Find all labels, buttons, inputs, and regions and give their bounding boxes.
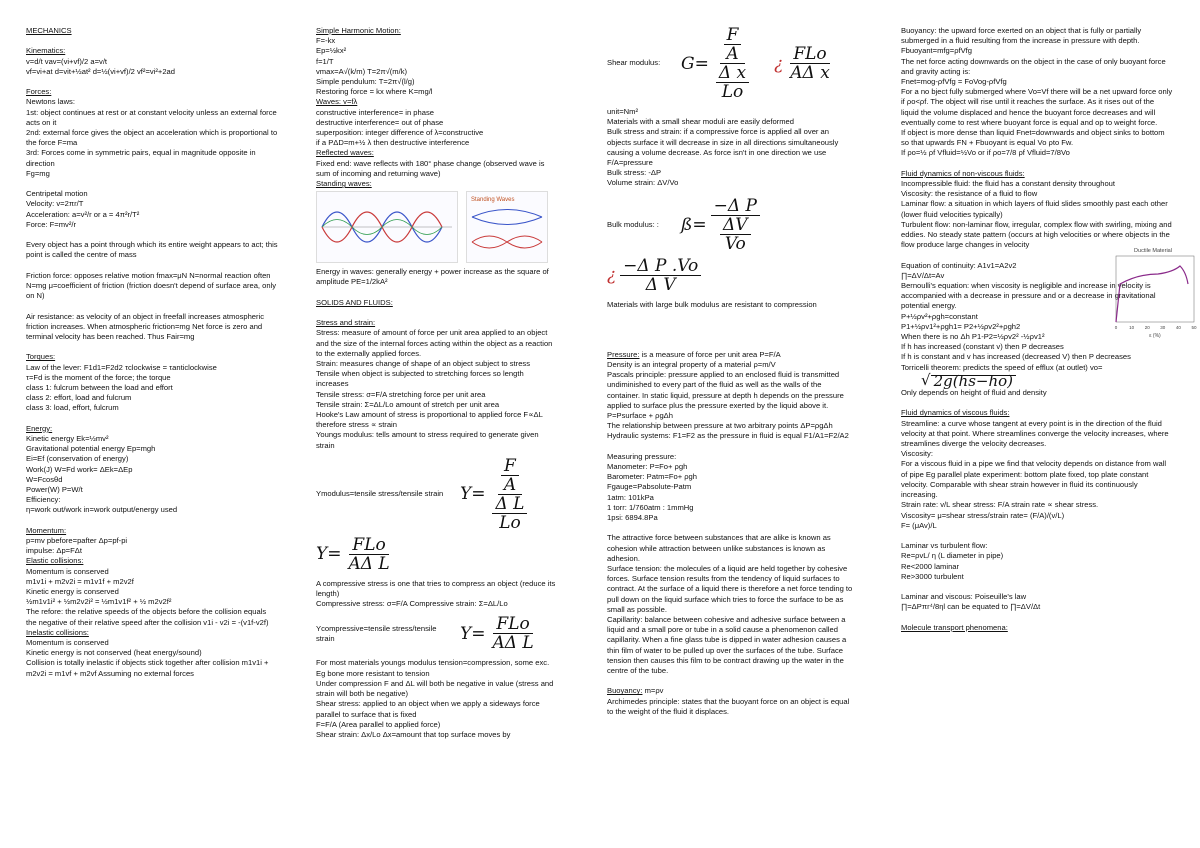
column-mechanics	[26, 26, 278, 679]
column-moduli-pressure	[607, 26, 853, 717]
text-line: Density is an integral property of a material ρ=m/V	[607, 360, 776, 370]
text-line: constructive interference= in phase	[316, 107, 434, 117]
text-line: Every object has a point through which its entire weight appears to act; this point is called the centre of mass	[26, 240, 278, 260]
text-line: Force: F=mv²/r	[26, 219, 76, 229]
text-line: superposition: integer difference of λ=constructive	[316, 128, 484, 138]
blank-line	[26, 414, 278, 424]
text-line: Pascals principle: pressure applied to an enclosed fluid is transmitted undiminished to every part of the fluid as well as the walls of the container. In static liquid, pressure at depth h depends on the pressure applied to surface plus the pressure exerted by the liquid above it. P=Psurface + ρgΔh	[607, 370, 844, 421]
text-line: The relationship between pressure at two arbitrary points ΔP=ρgΔh	[607, 421, 833, 431]
text-line: 1psi: 6894.8Pa	[607, 513, 658, 523]
text-line: Gravitational potential energy Ep=mgh	[26, 444, 156, 454]
blank-line	[26, 77, 278, 87]
solids-block	[316, 267, 556, 451]
text-line: The attractive force between substances that are alike is known as cohesion while attraction between unlike substances is known as adhesion.	[607, 533, 831, 563]
section-heading: SOLIDS AND FLUIDS:	[316, 297, 393, 307]
text-line: f=1/T	[316, 56, 334, 66]
section-heading: Forces:	[26, 87, 52, 97]
blank-line	[607, 442, 853, 452]
shear-block	[316, 658, 556, 740]
chart-x-tick: 20	[1144, 325, 1150, 330]
chart-x-tick: 0	[1114, 325, 1118, 330]
standing-waves-figures	[316, 191, 556, 261]
column-shm-solids	[316, 26, 556, 740]
text-line: The net force acting downwards on the object in the case of only buoyant force and gravity acting is:	[901, 56, 1166, 76]
text-line: Strain rate: v/L shear stress: F/A strain rate ∝ shear stress.	[901, 500, 1099, 510]
chart-x-label: ε (%)	[1149, 333, 1161, 339]
text-line: If h is constant and v has increased (decreased V) then P decreases	[901, 352, 1131, 362]
text-line: Bulk stress and strain: if a compressive force is applied all over an objects surface it will decrease in size in all directions simultaneously causing a volume decrease. As force isn't in one direction we use F/A=pressure	[607, 127, 839, 168]
text-line: Laminar flow: a situation in which layers of fluid slides smoothly past each other (lower fluid velocities typically)	[901, 199, 1168, 219]
text-line: Torricelli theorem: predicts the speed of efflux (at outlet) vo=	[901, 362, 1103, 372]
torricelli-formula: √ 2g(hs−ho)	[921, 375, 1173, 386]
text-line: η=work out/work in=work output/energy used	[26, 505, 178, 515]
standing-wave-diagram	[316, 191, 458, 263]
text-line: Kinetic energy is not conserved (heat energy/sound)	[26, 648, 202, 658]
text-line: Bulk stress: -ΔP	[607, 168, 662, 178]
text-line: Efficiency:	[26, 495, 61, 505]
ductile-material-chart	[1108, 244, 1198, 340]
blank-line	[26, 36, 278, 46]
text-line: Buoyancy: m=ρv	[607, 686, 664, 696]
shear-bulk-block	[607, 107, 853, 189]
text-line: W=Fcosθd	[26, 474, 63, 484]
text-line: Capillarity: balance between cohesive and adhesive surface between a liquid and a small pore or tube in a solid cause a phenomenon called capillarity. When a fine glass tube is dipped in water adhesion causes a thin film of water to be pulled up over the surfaces of the tube. Surface tension then causes this film to be contract drawing up the water in the centre of the tube.	[607, 615, 847, 676]
text-line: vmax=A√(k/m) T=2π√(m/k)	[316, 66, 408, 76]
chart-x-tick: 10	[1129, 325, 1135, 330]
shear-modulus-label: Shear modulus:	[607, 58, 661, 68]
text-line: Friction force: opposes relative motion fmax=μN N=normal reaction often N=mg μ=coefficient of friction (friction doesn't depend of surface area, only on N)	[26, 270, 277, 301]
text-line: Manometer: P=Fo+ ρgh	[607, 462, 688, 472]
text-line: v=d/t vav=(vi+vf)/2 a=v/t	[26, 56, 108, 66]
section-heading: Fluid dynamics of non-viscous fluids:	[901, 168, 1025, 178]
blank-line	[901, 398, 1173, 408]
pressure-block	[607, 350, 853, 717]
compressive-modulus-formula: Ycompressive=tensile stress/tensile strain Y= $\frac{\text{FLo}}{\text{AΔ L}}$	[316, 614, 534, 654]
inline-heading: Buoyancy:	[607, 686, 643, 696]
text-line: Newtons laws:	[26, 97, 75, 107]
text-line: Collision is totally inelastic if objects stick together after collision m1v1i + m2v2i = m1vf + m2vf Assuming no external forces	[26, 658, 269, 678]
text-line: Stress: measure of amount of force per unit area applied to an object and the size of the internal forces acting within the object as a reaction to the externally applied forces.	[316, 328, 553, 358]
text-line: P1+½ρv1²+ρgh1= P2+½ρv2²+ρgh2	[901, 321, 1021, 331]
text-line: Energy in waves: generally energy + power increase as the square of amplitude PE=1/2kA²	[316, 267, 549, 287]
text-line: Acceleration: a=v²/r or a = 4π²r/T²	[26, 209, 140, 219]
section-heading: Simple Harmonic Motion:	[316, 26, 401, 35]
text-line: ∏=ΔV/Δt=Av	[901, 270, 945, 280]
text-line: Ei=Ef (conservation of energy)	[26, 454, 129, 464]
text-line: Simple pendulum: T=2π√(l/g)	[316, 77, 415, 87]
text-line: Hooke's Law amount of stress is proportional to applied force F∝ΔL therefore stress ∝ strain	[316, 410, 543, 430]
blank-line	[26, 179, 278, 189]
text-line: F=F/A (Area parallel to applied force)	[316, 719, 441, 729]
text-line: If object is more dense than liquid Fnet=downwards and object sinks to bottom so that upwards FN + Fbuoyant is equal Vo ρto Fw.	[901, 128, 1165, 148]
text-line: Bernoulli's equation: when viscosity is negligible and increase in velocity is accompanied with a decrease in pressure and or a decrease in gravitational potential energy.	[901, 281, 1156, 311]
text-line: For a no bject fully submerged where Vo=Vf there will be a net upward force only if ρo<ρf. The object will rise until it reaches the surface. As it rises out of the liquid the volume displaced and hence the buoyant force decreases and will eventually come to rest where buoyant force is equal and op to weight force.	[901, 87, 1173, 127]
text-line: Archimedes principle: states that the buoyant force on an object is equal to the weight of the fluid it displaces.	[607, 696, 850, 716]
text-line: Pressure: is a measure of force per unit area P=F/A	[607, 349, 781, 359]
compressive-modulus-label: Ycompressive=tensile stress/tensile strain	[316, 623, 437, 643]
text-line: Viscosity: the resistance of a fluid to flow	[901, 189, 1038, 199]
text-line: Surface tension: the molecules of a liquid are held together by cohesive forces. Surface tension results from the tendency of liquid surfaces to contract. At the surface of a liquid there is therefore a net force tending to pull down on the liquid surface which tries to force the surface to be as small as possible.	[607, 564, 853, 614]
bulk-modulus-label: Bulk modulus: :	[607, 219, 659, 229]
text-line: For most materials youngs modulus tension=compression, some exc. Eg bone more resistant to tension	[316, 658, 550, 678]
section-heading: Stress and strain:	[316, 318, 376, 328]
text-line: Materials with large bulk modulus are resistant to compression	[607, 299, 817, 309]
text-line: Re>3000 turbulent	[901, 571, 964, 581]
text-line: Tensile strain: Σ=ΔL/Lo amount of stretch per unit area	[316, 399, 500, 409]
text-line: Hydraulic systems: F1=F2 as the pressure in fluid is equal F1/A1=F2/A2	[607, 431, 849, 441]
text-line: p=mv pbefore=pafter Δp=pf-pi	[26, 536, 128, 546]
text-line: Laminar vs turbulent flow:	[901, 541, 988, 551]
text-line: Fg=mg	[26, 168, 50, 178]
text-line: Incompressible fluid: the fluid has a constant density throughout	[901, 179, 1116, 189]
section-heading: Torques:	[26, 352, 56, 362]
text-line: Tensile stress: σ=F/A stretching force per unit area	[316, 389, 486, 399]
viscous-block	[901, 388, 1173, 633]
text-line: Tensile when object is subjected to stretching forces so length increases	[316, 369, 524, 389]
chart-x-ticks	[1115, 325, 1197, 330]
text-line: If ρo=½ ρf Vfluid=½Vo or if ρo=7/8 ρf Vfluid=7/8Vo	[901, 148, 1070, 158]
text-line: 1 torr: 1/760atm : 1mmHg	[607, 502, 694, 512]
text-line: Shear stress: applied to an object when we apply a sideways force parallel to surface that is fixed	[316, 699, 540, 719]
text-line: class 1: fulcrum between the load and effort	[26, 383, 173, 392]
text-line: impulse: Δp=FΔt	[26, 546, 82, 556]
text-line: The refore: the relative speeds of the objects before the collision equals the negative of their relative speed after the collision v1i - v2i = -(v1f-v2f)	[26, 607, 269, 627]
blank-line	[901, 159, 1173, 169]
text-line: Laminar and viscous: Poiseuille's law	[901, 592, 1027, 602]
blank-line	[607, 676, 853, 686]
inline-heading: Pressure:	[607, 349, 640, 359]
text-line: Strain: measures change of shape of an object subject to stress	[316, 359, 531, 369]
text-line: Law of the lever: F1d1=F2d2 τclockwise = τanticlockwise	[26, 362, 217, 372]
bulk-modulus-alt-formula: ¿ $\frac{\text{−Δ P .Vo}}{\text{Δ V}}$	[607, 257, 853, 294]
blank-line	[26, 261, 278, 271]
text-line: Under compression F and ΔL will both be negative in value (stress and strain will both be negative)	[316, 678, 554, 699]
youngs-modulus-label: Ymodulus=tensile stress/tensile strain	[316, 489, 444, 499]
text-line: Momentum is conserved	[26, 566, 109, 576]
text-line: Velocity: v=2πr/T	[26, 199, 84, 209]
text-line: If h has increased (constant v) then P decreases	[901, 342, 1064, 352]
text-line: m1v1i + m2v2i = m1v1f + m2v2f	[26, 576, 134, 586]
text-line: P+½ρv²+ρgh=constant	[901, 311, 978, 321]
blank-line	[901, 582, 1173, 592]
youngs-modulus-alt-formula: Y= $\frac{\text{FLo}}{\text{AΔ L}}$	[316, 534, 390, 574]
text-line: Re<2000 laminar	[901, 561, 960, 571]
text-line: destructive interference= out of phase	[316, 117, 444, 127]
text-line: class 2: effort, load and fulcrum	[26, 393, 132, 403]
blank-line	[26, 230, 278, 240]
blank-line	[607, 523, 853, 533]
text-line: vf=vi+at d=vit+½at² d=½(vi+vf)/2 vf²=vi²+2ad	[26, 66, 175, 76]
section-heading: Molecule transport phenomena:	[901, 622, 1008, 632]
text-line: Turbulent flow: non-laminar flow, irregular, complex flow with swirling, mixing and eddies. No steady state pattern (occurs at high velocities or where objects in the flow produce large changes in velocity	[901, 219, 1172, 250]
blank-line	[26, 301, 278, 311]
text-line: Volume strain: ΔV/Vo	[607, 178, 679, 188]
text-line: ∏=ΔPπr⁴/8ηl can be equated to ∏=ΔV/Δt	[901, 602, 1041, 612]
text-line: Restoring force = kx where K=mg/l	[316, 87, 433, 97]
text-line: Shear strain: Δx/Lo Δx=amount that top surface moves by	[316, 729, 511, 739]
text-line: Buoyancy: the upward force exerted on an object that is fully or partially submerged in a fluid resulting from the increase in pressure with depth.	[901, 26, 1142, 46]
section-heading: Fluid dynamics of viscous fluids:	[901, 408, 1010, 418]
section-heading: MECHANICS	[26, 26, 72, 35]
youngs-modulus-formula: Ymodulus=tensile stress/tensile strain Y= $\frac{\frac{F}{A}}{\frac{\text{Δ L}}{Lo}}$	[316, 457, 556, 532]
section-heading: Elastic collisions:	[26, 556, 84, 566]
standing-wave-modes-diagram	[466, 191, 548, 263]
section-heading: Inelastic collisions:	[26, 627, 89, 637]
text-line: Kinetic energy is conserved	[26, 587, 119, 597]
text-line: 2nd: external force gives the object an acceleration which is proportional to the force F=ma	[26, 128, 278, 148]
section-heading: Reflected waves:	[316, 148, 374, 158]
text-line: Only depends on height of fluid and density	[901, 388, 1047, 398]
text-line: Youngs modulus: tells amount to stress required to generate given strain	[316, 430, 539, 450]
text-line: Fgauge=Pabsolute-Patm	[607, 482, 692, 492]
text-line: Fixed end: wave reflects with 180° phase change (observed wave is sum of incoming and returning wave)	[316, 158, 545, 178]
text-line: Power(W) P=W/t	[26, 485, 83, 495]
section-heading: Kinematics:	[26, 46, 66, 56]
text-line: Equation of continuity: A1v1=A2v2	[901, 260, 1017, 270]
text-line: For a viscous fluid in a pipe we find that velocity depends on distance from wall of pipe Eg parallel plate experiment: bottom plate fixed, top plate constant velocity. Comparable with shear strain however in fluid its continuously increasing.	[901, 459, 1167, 500]
blank-line	[901, 613, 1173, 623]
text-line: Centripetal motion	[26, 189, 88, 199]
text-line: 1st: object continues at rest or at constant velocity unless an external force acts on it	[26, 107, 277, 127]
shm-waves-block	[316, 26, 556, 189]
text-line: Re=ρvL/ η (L diameter in pipe)	[901, 551, 1004, 561]
text-line: Viscosity= μ=shear stress/strain rate= (F/A)/(v/L)	[901, 510, 1065, 520]
text-line: class 3: load, effort, fulcrum	[26, 403, 119, 413]
text-line: F=-kx	[316, 36, 336, 46]
text-line: Ep=½kx²	[316, 46, 347, 56]
text-line: Materials with a small shear moduli are easily deformed	[607, 117, 794, 127]
waves-label-1: Standing Waves	[471, 197, 515, 204]
chart-x-tick: 40	[1175, 325, 1181, 330]
chart-x-tick: 30	[1160, 325, 1166, 330]
chart-x-tick: 50	[1191, 325, 1197, 330]
blank-line	[316, 288, 556, 298]
text-line: 1atm: 101kPa	[607, 492, 654, 502]
text-line: Streamline: a curve whose tangent at every point is in the direction of the fluid velocity at that point. Where streamlines converge the velocity increases, where streamlines diverge the velocity decreases.	[901, 418, 1169, 449]
text-line: ½m1v1i² + ½m2v2i² = ½m1v1f² + ½ m2v2f²	[26, 597, 172, 607]
text-line: unit=Nm²	[607, 107, 639, 116]
text-line: Barometer: Patm=Fo+ ρgh	[607, 472, 698, 482]
text-line: Compressive stress: σ=F/A Compressive strain: Σ=ΔL/Lo	[316, 599, 508, 609]
section-heading: Momentum:	[26, 525, 67, 535]
shear-modulus-formula: Shear modulus: G= $\frac{\frac{F}{A}}{\frac{\text{Δ x}}{Lo}}$ ¿ $\frac{\text{FLo}}{\text{AΔ x}}$	[607, 25, 830, 102]
bulk-modulus-formula: Bulk modulus: : ß= $\frac{\text{−Δ P}}{\frac{\Delta V}{Vo}}$	[607, 197, 853, 253]
text-line: 3rd: Forces come in symmetric pairs, equal in magnitude opposite in direction	[26, 148, 256, 168]
blank-line	[26, 516, 278, 526]
blank-line	[26, 342, 278, 352]
text-line: A compressive stress is one that tries to compress an object (reduce its length)	[316, 578, 556, 599]
blank-line	[316, 308, 556, 318]
section-heading: Waves: v=fλ	[316, 97, 358, 107]
text-line: Air resistance: as velocity of an object in freefall increases atmospheric friction increases. When atmospheric friction=mg Net force is zero and terminal velocity has been reached. Thus Fair=mg	[26, 311, 265, 341]
compressive-block	[316, 579, 556, 610]
text-line: F= (μAv)/L	[901, 520, 937, 530]
bulk-note-block	[607, 300, 853, 310]
text-line: Work(J) W=Fd work= ΔEk=ΔEp	[26, 464, 133, 474]
text-line: Measuring pressure:	[607, 451, 677, 461]
section-heading: Standing waves:	[316, 179, 372, 189]
text-line: Kinetic energy Ek=½mv²	[26, 434, 109, 443]
text-line: Fnet=mog-ρfVfg = FoVog-ρfVfg	[901, 77, 1007, 87]
text-line: Momentum is conserved	[26, 638, 109, 648]
text-line: Viscosity:	[901, 449, 933, 459]
text-line: τ=Fd is the moment of the force; the torque	[26, 372, 171, 382]
blank-line	[901, 531, 1173, 541]
text-line: When there is no Δh P1-P2=½ρv2² -½ρv1²	[901, 332, 1045, 342]
text-line: Fbuoyant=mfg=ρfVfg	[901, 46, 973, 56]
section-heading: Energy:	[26, 423, 53, 433]
text-line: if a PΔD=m+½ λ then destructive interference	[316, 138, 470, 148]
chart-title: Ductile Material	[1134, 248, 1172, 254]
